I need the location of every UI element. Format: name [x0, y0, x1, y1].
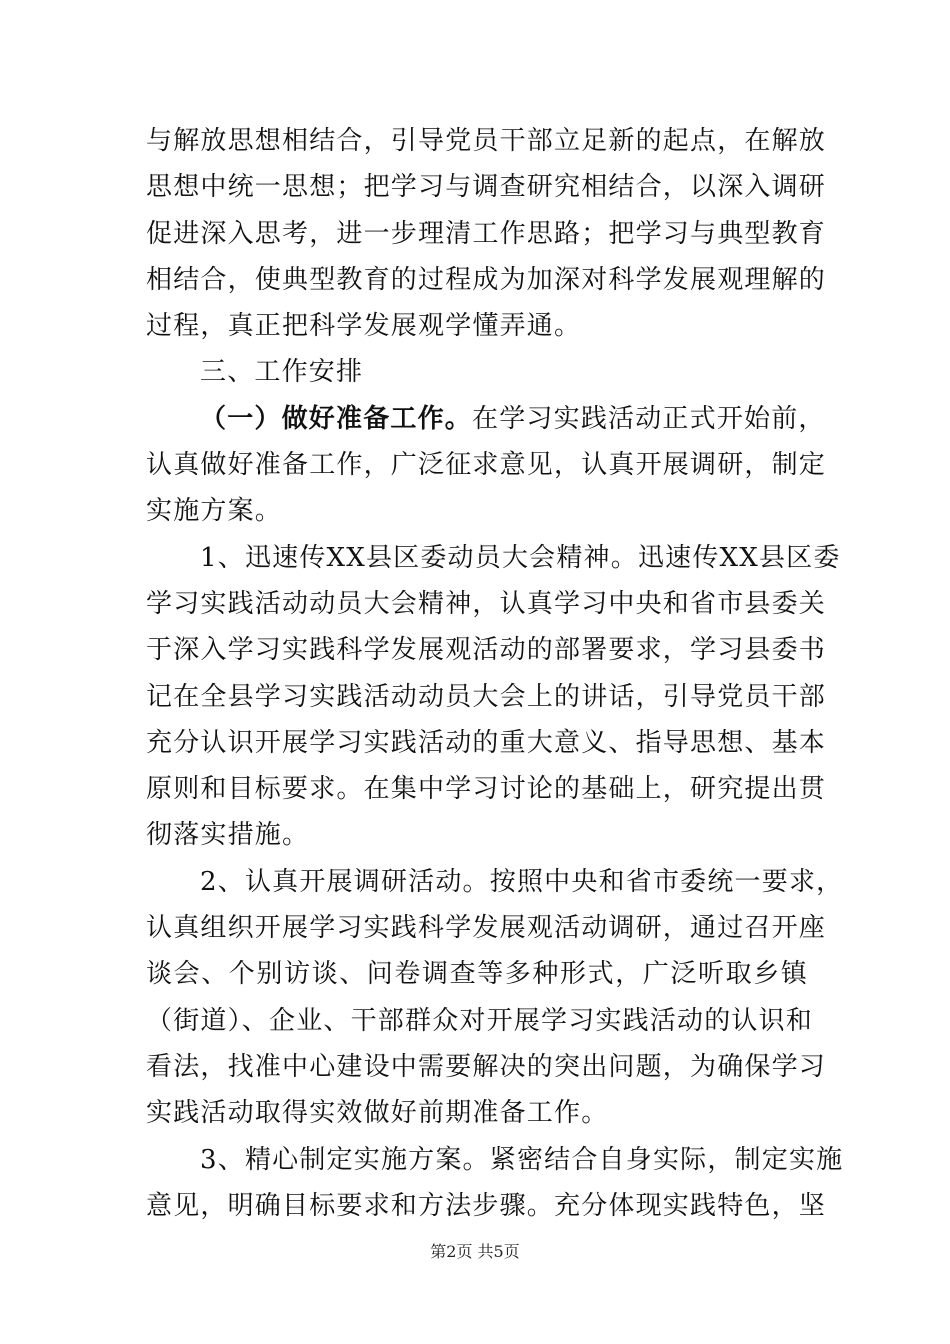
text-line: 意见，明确目标要求和方法步骤。充分体现实践特色，坚 [146, 1190, 827, 1221]
paragraph [146, 859, 844, 1137]
text-line: 认真组织开展学习实践科学发展观活动调研，通过召开座 [146, 913, 827, 944]
text-line: 思想中统一思想；把学习与调查研究相结合，以深入调研 [146, 172, 827, 203]
paragraph [146, 118, 827, 349]
paragraph [146, 1137, 844, 1230]
text-line: 3、精心制定实施方案。紧密结合自身实际，制定实施 [200, 1144, 844, 1175]
text-line: 1、迅速传XX县区委动员大会精神。迅速传XX县区委 [200, 542, 841, 573]
text-line: 与解放思想相结合，引导党员干部立足新的起点，在解放 [146, 126, 827, 156]
document-body [146, 118, 844, 1229]
subsection-heading: （一）做好准备工作。 [200, 403, 473, 434]
text-line: 2、认真开展调研活动。按照中央和省市委统一要求， [200, 866, 844, 897]
text-line: （街道）、企业、干部群众对开展学习实践活动的认识和 [146, 1005, 814, 1036]
text-line: 实践活动取得实效做好前期准备工作。 [146, 1098, 609, 1129]
text-line: 认真做好准备工作，广泛征求意见，认真开展调研，制定 [146, 450, 827, 481]
page-number: 第2页 共5页 [430, 1242, 520, 1261]
text-line: 原则和目标要求。在集中学习讨论的基础上，研究提出贯 [146, 774, 827, 805]
text-line: 实施方案。 [146, 496, 283, 527]
text-line: 学习实践活动动员大会精神，认真学习中央和省市县委关 [146, 588, 827, 619]
text-line: 充分认识开展学习实践活动的重大意义、指导思想、基本 [146, 727, 827, 758]
section-heading: 三、工作安排 [200, 357, 364, 388]
text-line: 彻落实措施。 [146, 820, 310, 851]
text-line: 过程，真正把科学发展观学懂弄通。 [146, 311, 582, 342]
text-run: 在学习实践活动正式开始前， [472, 403, 826, 434]
text-line: 于深入学习实践科学发展观活动的部署要求，学习县委书 [146, 635, 827, 666]
text-line [146, 396, 826, 442]
paragraph [146, 535, 841, 859]
text-line: 看法，找准中心建设中需要解决的突出问题，为确保学习 [146, 1051, 827, 1082]
text-line: 谈会、个别访谈、问卷调查等多种形式，广泛听取乡镇 [146, 959, 808, 990]
text-line: 促进深入思考，进一步理清工作思路；把学习与典型教育 [146, 218, 827, 249]
paragraph [146, 396, 827, 535]
text-line: 相结合，使典型教育的过程成为加深对科学发展观理解的 [146, 264, 827, 295]
text-line: 记在全县学习实践活动动员大会上的讲话，引导党员干部 [146, 681, 827, 712]
